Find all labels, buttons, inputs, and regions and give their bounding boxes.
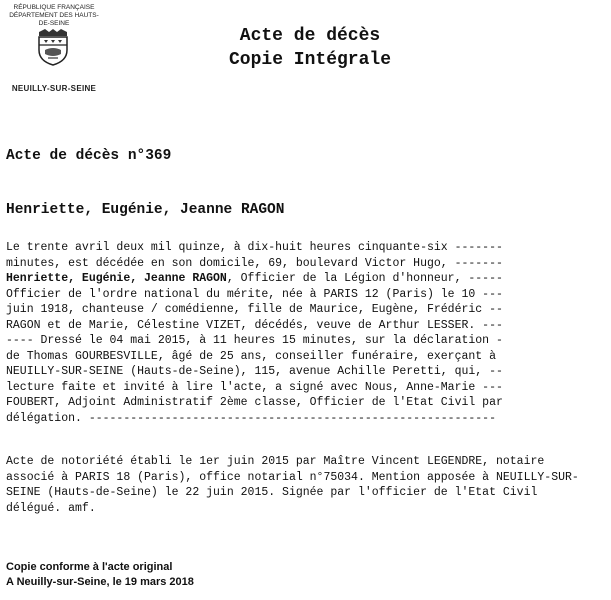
mention-line: associé à PARIS 18 (Paris), office notarial n°75034. Mention apposée à NEUILLY-SUR- [6,470,579,484]
body-line: ---- Dressé le 04 mai 2015, à 11 heures 15 minutes, sur la déclaration - [6,334,503,347]
act-body [6,240,606,426]
republic-line: RÉPUBLIQUE FRANÇAISE [13,4,95,11]
body-line: de Thomas GOURBESVILLE, âgé de 25 ans, conseiller funéraire, exerçant à [6,349,496,363]
body-line: lecture faite et invité à lire l'acte, a signé avec Nous, Anne-Marie --- [6,380,503,394]
certification-line-1: Copie conforme à l'acte original [6,561,173,573]
republic-header [4,4,104,28]
department-line: DÉPARTEMENT DES HAUTS-DE-SEINE [9,12,99,27]
body-line: FOUBERT, Adjoint Administratif 2ème classe, Officier de l'Etat Civil par [6,396,503,409]
certification [6,560,194,590]
city-name: NEUILLY-SUR-SEINE [11,84,97,93]
body-line: RAGON et de Marie, Célestine VIZET, décédés, veuve de Arthur LESSER. --- [6,318,503,332]
body-line: juin 1918, chanteuse / comédienne, fille de Maurice, Eugène, Frédéric -- [6,303,503,316]
body-line: minutes, est décédée en son domicile, 69, boulevard Victor Hugo, ------- [6,256,503,270]
document-title [190,24,430,72]
marginal-mention [6,454,606,516]
body-line: Officier de l'ordre national du mérite, née à PARIS 12 (Paris) le 10 --- [6,287,503,301]
title-line-2: Copie Intégrale [228,50,392,70]
body-line: délégation. ----------------------------------------------------------- [6,411,496,425]
mention-line: SEINE (Hauts-de-Seine) le 22 juin 2015. Signée par l'officier de l'Etat Civil [6,486,538,499]
act-number: Acte de décès n°369 [6,148,172,164]
title-line-1: Acte de décès [239,26,381,46]
body-line-rest: , Officier de la Légion d'honneur, ----- [226,272,503,285]
body-line [6,271,606,287]
certification-line-2: A Neuilly-sur-Seine, le 19 mars 2018 [6,576,194,588]
coat-of-arms-icon [36,28,70,66]
deceased-name: Henriette, Eugénie, Jeanne RAGON [6,202,285,218]
body-name-bold: Henriette, Eugénie, Jeanne RAGON [6,272,227,285]
mention-line: Acte de notoriété établi le 1er juin 2015 par Maître Vincent LEGENDRE, notaire [6,455,545,468]
body-line: Le trente avril deux mil quinze, à dix-huit heures cinquante-six ------- [6,241,503,254]
mention-line: délégué. amf. [6,501,96,515]
body-line: NEUILLY-SUR-SEINE (Hauts-de-Seine), 115, avenue Achille Peretti, qui, -- [6,365,503,378]
